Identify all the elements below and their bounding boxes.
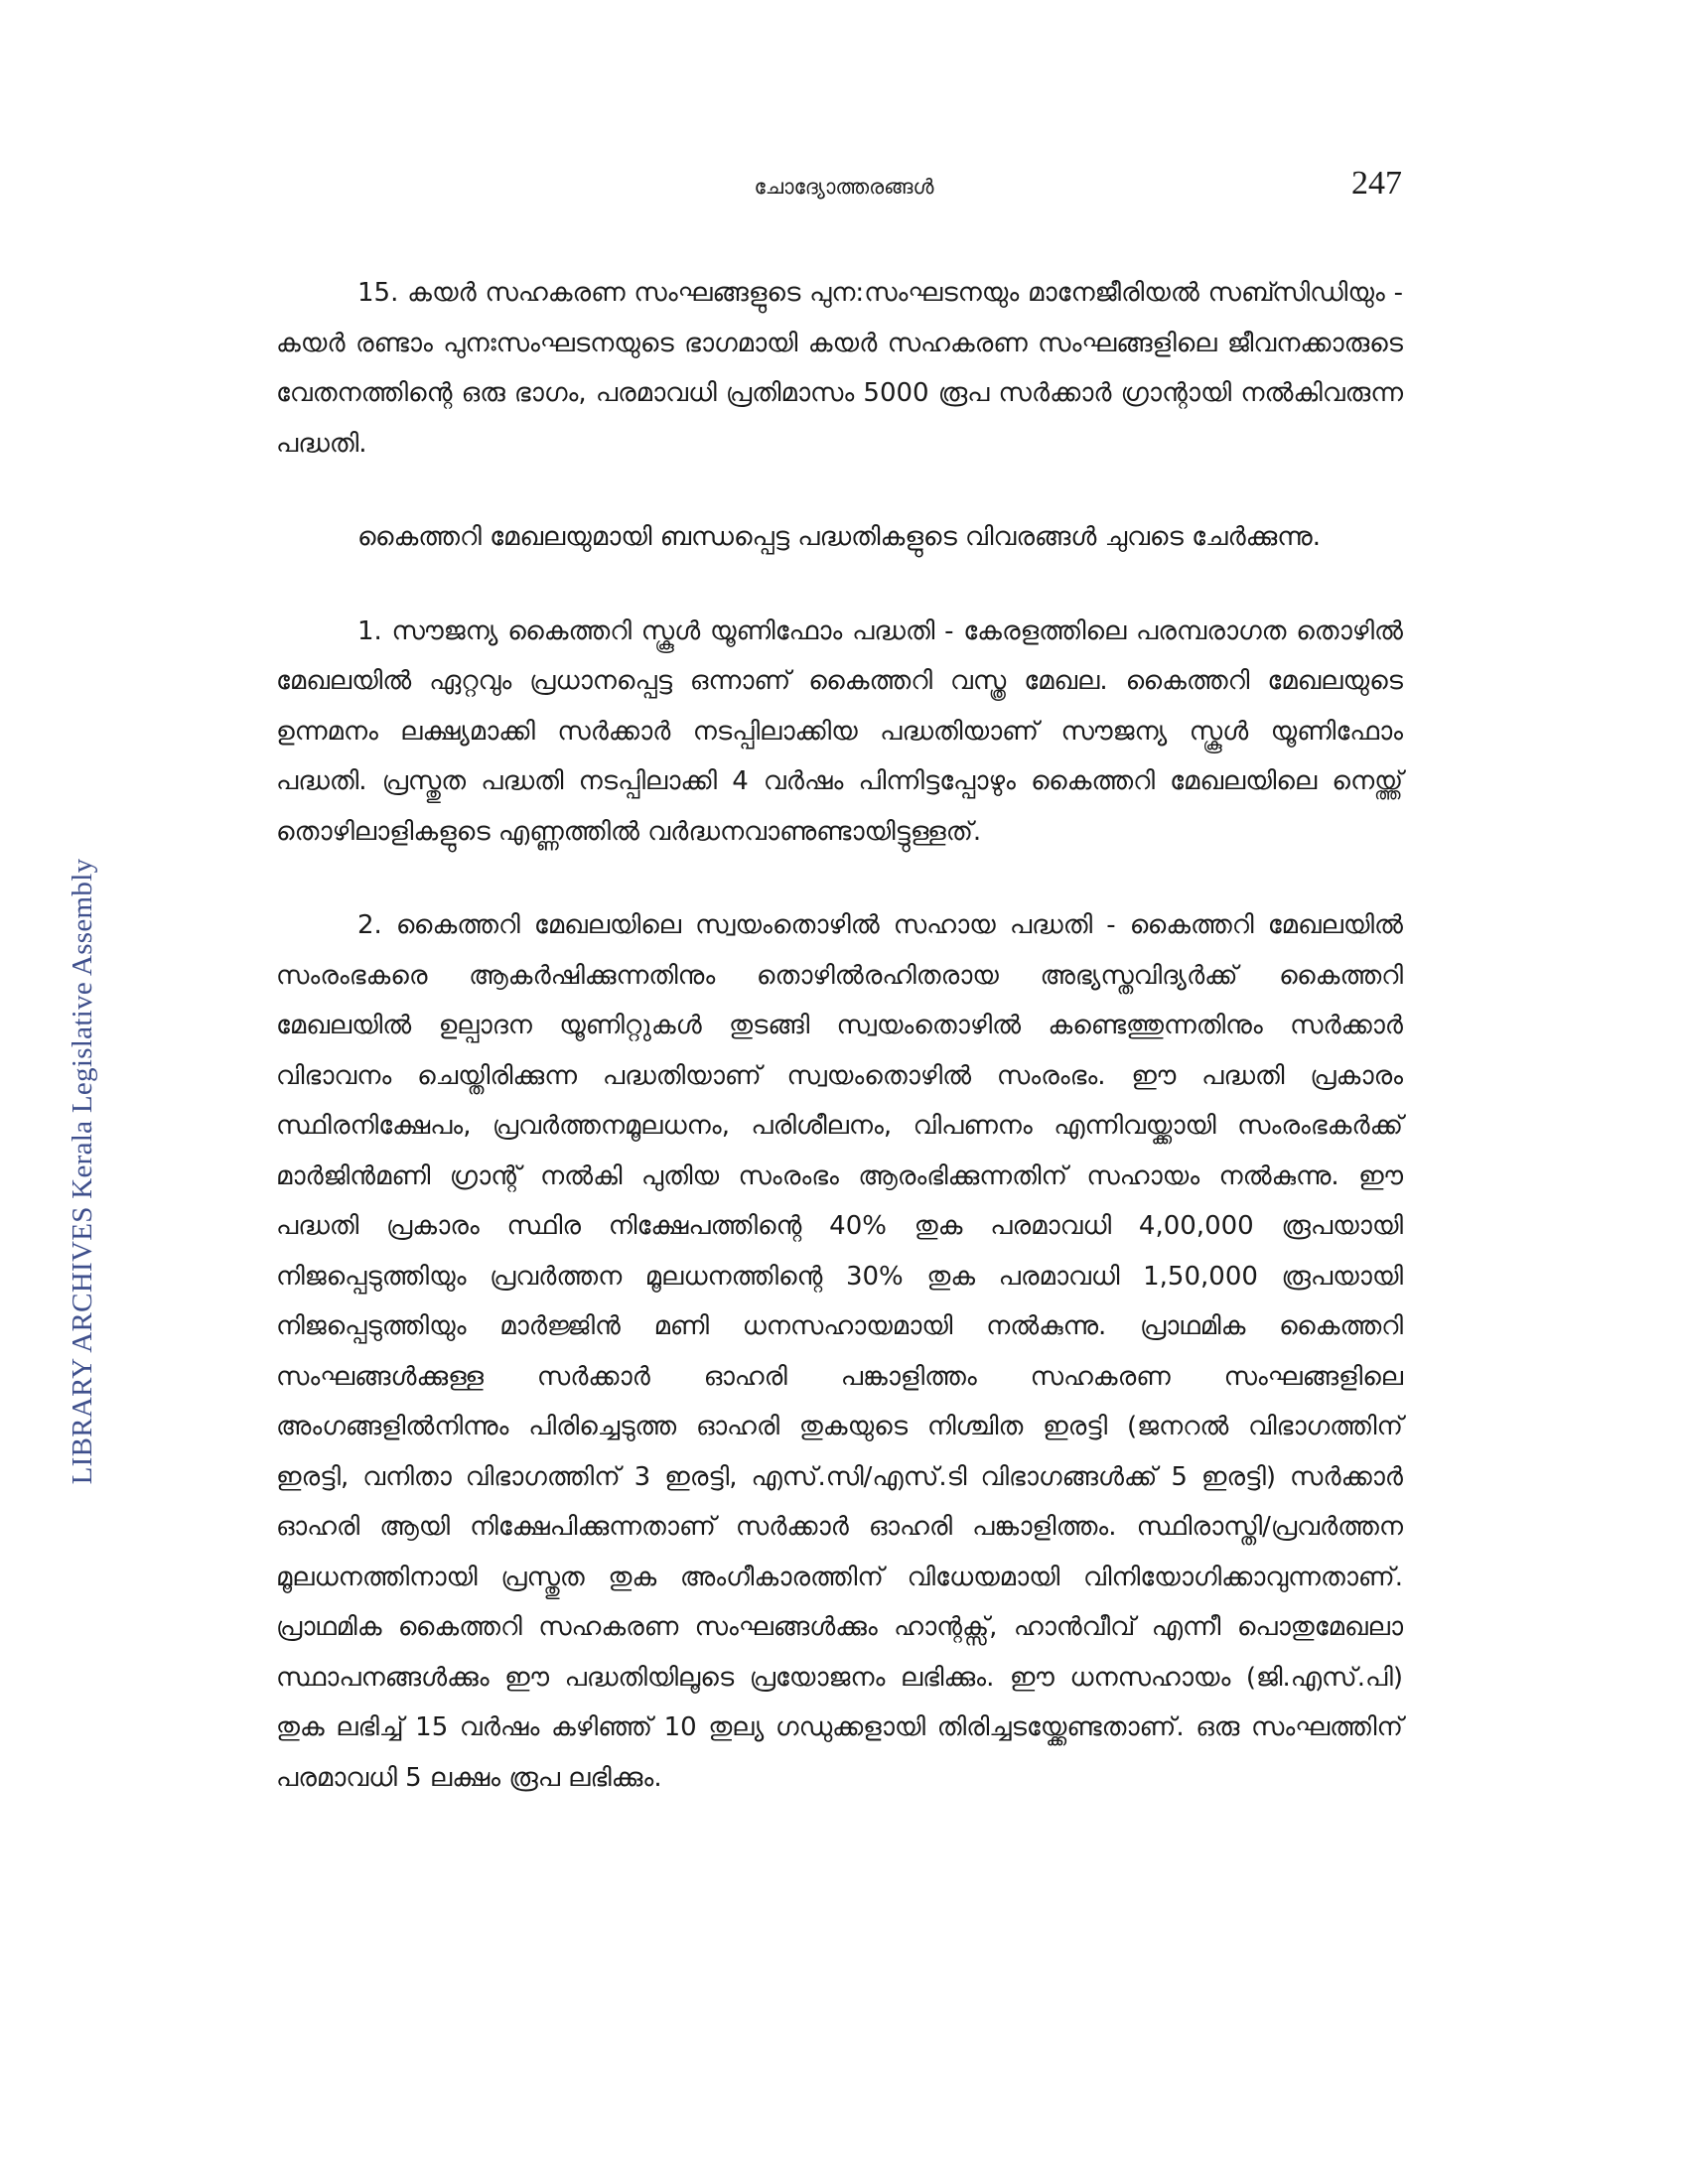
running-header: [0, 165, 1688, 208]
paragraph-coir-subsidy: 15. കയർ സഹകരണ സംഘങ്ങളുടെ പുന:സംഘടനയും മാനേജീരിയൽ സബ്സിഡിയും - കയർ രണ്ടാം പുനഃസംഘടനയുടെ ഭാഗമായി കയർ സഹകരണ സംഘങ്ങളിലെ ജീവനക്കാരുടെ വേതനത്തിന്റെ ഒരു ഭാഗം, പരമാവധി പ്രതിമാസം 5000 രൂപ സർക്കാർ ഗ്രാന്റായി നൽകിവരുന്ന പദ്ധതി.: [276, 278, 1403, 459]
paragraph-handloom-intro: കൈത്തറി മേഖലയുമായി ബന്ധപ്പെട്ട പദ്ധതികളുടെ വിവരങ്ങൾ ചുവടെ ചേർക്കുന്നു.: [357, 522, 1321, 552]
paragraph-school-uniform-scheme: 1. സൗജന്യ കൈത്തറി സ്കൂൾ യൂണിഫോം പദ്ധതി - കേരളത്തിലെ പരമ്പരാഗത തൊഴിൽ മേഖലയിൽ ഏറ്റവും പ്രധാനപ്പെട്ട ഒന്നാണ് കൈത്തറി വസ്ത്ര മേഖല. കൈത്തറി മേഖലയുടെ ഉന്നമനം ലക്ഷ്യമാക്കി സർക്കാർ നടപ്പിലാക്കിയ പദ്ധതിയാണ് സൗജന്യ സ്കൂൾ യൂണിഫോം പദ്ധതി. പ്രസ്തുത പദ്ധതി നടപ്പിലാക്കി 4 വർഷം പിന്നിട്ടപ്പോഴും കൈത്തറി മേഖലയിലെ നെയ്ത്ത് തൊഴിലാളികളുടെ എണ്ണത്തിൽ വർദ്ധനവാണുണ്ടായിട്ടുള്ളത്.: [276, 615, 1403, 847]
running-title: ചോദ്യോത്തരങ്ങൾ: [754, 175, 934, 199]
page-body: [276, 268, 1403, 1803]
page-number: 247: [1351, 165, 1402, 202]
paragraph-self-employment-scheme: 2. കൈത്തറി മേഖലയിലെ സ്വയംതൊഴിൽ സഹായ പദ്ധതി - കൈത്തറി മേഖലയിൽ സംരംഭകരെ ആകർഷിക്കുന്നതിനും തൊഴിൽരഹിതരായ അഭ്യസ്തവിദ്യർക്ക് കൈത്തറി മേഖലയിൽ ഉല്പാദന യൂണിറ്റുകൾ തുടങ്ങി സ്വയംതൊഴിൽ കണ്ടെത്തുന്നതിനും സർക്കാർ വിഭാവനം ചെയ്തിരിക്കുന്ന പദ്ധതിയാണ് സ്വയംതൊഴിൽ സംരംഭം. ഈ പദ്ധതി പ്രകാരം സ്ഥിരനിക്ഷേപം, പ്രവർത്തനമൂലധനം, പരിശീലനം, വിപണനം എന്നിവയ്ക്കായി സംരംഭകർക്ക് മാർജിൻമണി ഗ്രാന്റ് നൽകി പുതിയ സംരംഭം ആരംഭിക്കുന്നതിന് സഹായം നൽകുന്നു. ഈ പദ്ധതി പ്രകാരം സ്ഥിര നിക്ഷേപത്തിന്റെ 40% തുക പരമാവധി 4,00,000 രൂപയായി നിജപ്പെടുത്തിയും പ്രവർത്തന മൂലധനത്തിന്റെ 30% തുക പരമാവധി 1,50,000 രൂപയായി നിജപ്പെടുത്തിയും മാർജ്ജിൻ മണി ധനസഹായമായി നൽകുന്നു. പ്രാഥമിക കൈത്തറി സംഘങ്ങൾക്കുള്ള സർക്കാർ ഓഹരി പങ്കാളിത്തം സഹകരണ സംഘങ്ങളിലെ അംഗങ്ങളിൽനിന്നും പിരിച്ചെടുത്ത ഓഹരി തുകയുടെ നിശ്ചിത ഇരട്ടി (ജനറൽ വിഭാഗത്തിന് ഇരട്ടി, വനിതാ വിഭാഗത്തിന് 3 ഇരട്ടി, എസ്.സി/എസ്.ടി വിഭാഗങ്ങൾക്ക് 5 ഇരട്ടി) സർക്കാർ ഓഹരി ആയി നിക്ഷേപിക്കുന്നതാണ് സർക്കാർ ഓഹരി പങ്കാളിത്തം. സ്ഥിരാസ്തി/പ്രവർത്തന മൂലധനത്തിനായി പ്രസ്തുത തുക അംഗീകാരത്തിന് വിധേയമായി വിനിയോഗിക്കാവുന്നതാണ്. പ്രാഥമിക കൈത്തറി സഹകരണ സംഘങ്ങൾക്കും ഹാന്റക്സ്, ഹാൻവീവ് എന്നീ പൊതുമേഖലാ സ്ഥാപനങ്ങൾക്കും ഈ പദ്ധതിയിലൂടെ പ്രയോജനം ലഭിക്കും. ഈ ധനസഹായം (ജി.എസ്.പി) തുക ലഭിച്ച് 15 വർഷം കഴിഞ്ഞ് 10 തുല്യ ഗഡുക്കളായി തിരിച്ചടയ്ക്കേണ്ടതാണ്. ഒരു സംഘത്തിന് പരമാവധി 5 ലക്ഷം രൂപ ലഭിക്കും.: [276, 910, 1403, 1793]
library-archives-stamp: LIBRARY ARCHIVES Kerala Legislative Assembly: [67, 858, 98, 1485]
